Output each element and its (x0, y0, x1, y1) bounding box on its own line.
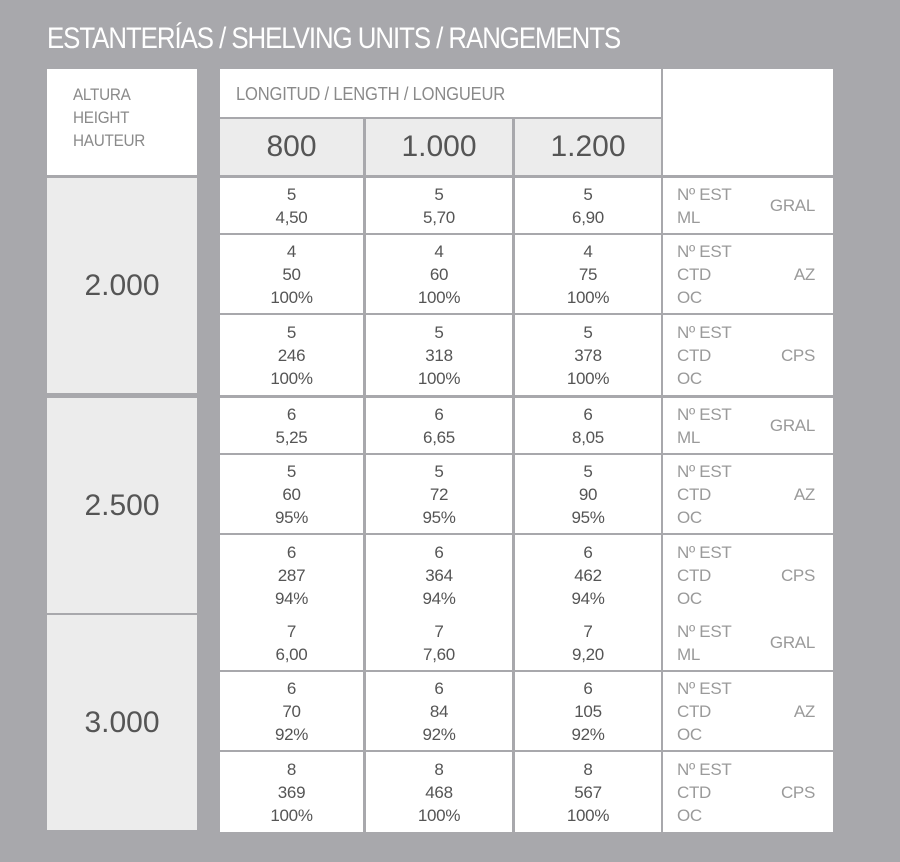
cell-value: 318 (425, 345, 453, 365)
cell-value: 7 (286, 621, 297, 641)
cell-value: 6 (286, 678, 297, 698)
cell-value: 84 (429, 701, 449, 721)
table-cell (220, 535, 363, 615)
row-label: Nº EST (677, 322, 732, 342)
table-cell (220, 455, 363, 533)
cell-value: 8 (583, 759, 593, 779)
row-type: AZ (793, 484, 815, 504)
row-label-cell (663, 398, 833, 453)
row-label: CTD (677, 782, 712, 802)
table-cell (366, 315, 512, 395)
cell-value: 6 (434, 404, 444, 424)
row-label: Nº EST (677, 621, 732, 641)
cell-value: 100% (270, 368, 313, 388)
length-800: 800 (220, 119, 363, 175)
cell-value: 105 (574, 701, 602, 721)
table-cell (515, 235, 661, 313)
table-cell (515, 615, 661, 670)
cell-value: 6,90 (572, 207, 604, 227)
cell-value: 6 (286, 404, 297, 424)
cell-value: 94% (274, 588, 309, 608)
cell-value: 4,50 (275, 207, 308, 227)
row-label: CTD (677, 701, 712, 721)
row-labels (677, 620, 731, 666)
table-cell (366, 615, 512, 670)
cell-value: 5 (286, 322, 297, 342)
row-labels (677, 183, 731, 229)
table-cell (515, 455, 661, 533)
cell-value: 5 (286, 184, 297, 204)
cell-value: 462 (574, 565, 602, 585)
cell-value: 100% (566, 368, 610, 388)
row-labels (677, 403, 731, 449)
cell-value: 369 (277, 782, 306, 802)
cell-value: 100% (417, 368, 461, 388)
row-label: Nº EST (677, 184, 732, 204)
cell-value: 6 (583, 678, 593, 698)
row-label: Nº EST (677, 542, 732, 562)
row-label: Nº EST (677, 678, 732, 698)
cell-value: 92% (422, 724, 456, 744)
row-label: CTD (677, 484, 712, 504)
table-cell (366, 178, 512, 233)
row-label: OC (677, 588, 702, 608)
cell-value: 94% (422, 588, 456, 608)
row-label-cell (663, 672, 833, 750)
cell-value: 92% (274, 724, 309, 744)
cell-value: 6,65 (423, 427, 455, 447)
row-label: Nº EST (677, 404, 732, 424)
row-label: OC (677, 368, 702, 388)
table-cell (515, 315, 661, 395)
row-label: Nº EST (677, 461, 732, 481)
row-labels (677, 321, 731, 390)
table-cell (220, 178, 363, 233)
table-cell (366, 398, 512, 453)
row-label-cell (663, 455, 833, 533)
height-header-fr: HAUTEUR (73, 131, 146, 150)
row-type: GRAL (769, 633, 815, 652)
table-cell (515, 752, 661, 832)
cell-value: 8,05 (572, 427, 604, 447)
cell-value: 5,25 (275, 427, 308, 447)
row-label-cell (663, 615, 833, 670)
table-cell (366, 672, 512, 750)
row-label: ML (677, 644, 701, 664)
cell-value: 60 (429, 264, 449, 284)
cell-value: 4 (583, 241, 593, 261)
cell-value: 287 (277, 565, 306, 585)
cell-value: 100% (566, 287, 610, 307)
cell-value: 95% (274, 507, 309, 527)
row-label: OC (677, 507, 702, 527)
table-cell (366, 455, 512, 533)
cell-value: 567 (574, 782, 602, 802)
row-type: AZ (793, 264, 815, 284)
cell-value: 100% (417, 287, 461, 307)
cell-value: 94% (571, 588, 605, 608)
cell-value: 246 (277, 345, 306, 365)
row-label: OC (677, 805, 702, 825)
row-label-cell (663, 315, 833, 395)
cell-value: 90 (578, 484, 598, 504)
row-label: CTD (677, 264, 712, 284)
cell-value: 100% (270, 805, 313, 825)
row-labels (677, 758, 731, 827)
cell-value: 95% (571, 507, 605, 527)
cell-value: 100% (417, 805, 461, 825)
cell-value: 9,20 (572, 644, 604, 664)
row-labels (677, 677, 731, 746)
row-label: ML (677, 427, 701, 447)
cell-value: 100% (566, 805, 610, 825)
cell-value: 5 (583, 461, 593, 481)
row-type: GRAL (769, 196, 815, 215)
cell-value: 92% (571, 724, 605, 744)
table-cell (366, 535, 512, 615)
cell-value: 6 (434, 542, 444, 562)
table-cell (366, 235, 512, 313)
table-cell (220, 752, 363, 832)
height-header-en: HEIGHT (73, 108, 130, 127)
cell-value: 5 (434, 184, 444, 204)
cell-value: 468 (425, 782, 453, 802)
table-cell (220, 315, 363, 395)
cell-value: 378 (574, 345, 602, 365)
table-cell (515, 535, 661, 615)
cell-value: 7 (434, 621, 444, 641)
cell-value: 8 (286, 759, 297, 779)
row-labels (677, 541, 731, 610)
cell-value: 7,60 (423, 644, 455, 664)
cell-value: 4 (286, 241, 297, 261)
table-cell (515, 398, 661, 453)
cell-value: 6 (286, 542, 297, 562)
cell-value: 7 (583, 621, 593, 641)
row-label-cell (663, 535, 833, 615)
row-labels (677, 460, 731, 529)
cell-value: 5 (434, 322, 444, 342)
cell-value: 6 (434, 678, 444, 698)
cell-value: 72 (429, 484, 449, 504)
length-header (220, 69, 661, 117)
row-type: CPS (780, 782, 815, 802)
row-label: OC (677, 287, 702, 307)
cell-value: 5,70 (423, 207, 455, 227)
label-column-header (663, 69, 833, 175)
table-cell (220, 615, 363, 670)
height-header (47, 69, 197, 175)
row-labels (677, 240, 731, 309)
row-label-cell (663, 178, 833, 233)
row-type: AZ (793, 701, 815, 721)
cell-value: 8 (434, 759, 444, 779)
row-type: GRAL (769, 416, 815, 435)
cell-value: 5 (286, 461, 297, 481)
row-label-cell (663, 235, 833, 313)
table-cell (515, 178, 661, 233)
height-value: 2.500 (47, 398, 197, 613)
cell-value: 70 (282, 701, 301, 721)
row-type: CPS (780, 345, 815, 365)
cell-value: 100% (270, 287, 313, 307)
cell-value: 60 (282, 484, 301, 504)
height-header-es: ALTURA (73, 85, 131, 104)
length-1200: 1.200 (515, 119, 661, 175)
table-cell (515, 672, 661, 750)
cell-value: 6 (583, 404, 593, 424)
length-header-label: LONGITUD / LENGTH / LONGUEUR (236, 84, 506, 104)
row-label-cell (663, 752, 833, 832)
cell-value: 75 (578, 264, 598, 284)
cell-value: 6,00 (275, 644, 308, 664)
length-1000: 1.000 (366, 119, 512, 175)
row-label: Nº EST (677, 241, 732, 261)
row-label: Nº EST (677, 759, 732, 779)
height-value: 3.000 (47, 615, 197, 830)
table-cell (220, 235, 363, 313)
row-label: OC (677, 724, 702, 744)
table-cell (366, 752, 512, 832)
table-title: ESTANTERÍAS / SHELVING UNITS / RANGEMENTS (47, 22, 621, 55)
row-label: CTD (677, 345, 712, 365)
cell-value: 50 (282, 264, 301, 284)
row-type: CPS (780, 565, 815, 585)
cell-value: 364 (425, 565, 453, 585)
cell-value: 4 (434, 241, 444, 261)
table-cell (220, 398, 363, 453)
row-label: CTD (677, 565, 712, 585)
cell-value: 5 (434, 461, 444, 481)
height-value: 2.000 (47, 178, 197, 393)
cell-value: 95% (422, 507, 456, 527)
table-cell (220, 672, 363, 750)
cell-value: 5 (583, 184, 593, 204)
cell-value: 5 (583, 322, 593, 342)
cell-value: 6 (583, 542, 593, 562)
row-label: ML (677, 207, 701, 227)
